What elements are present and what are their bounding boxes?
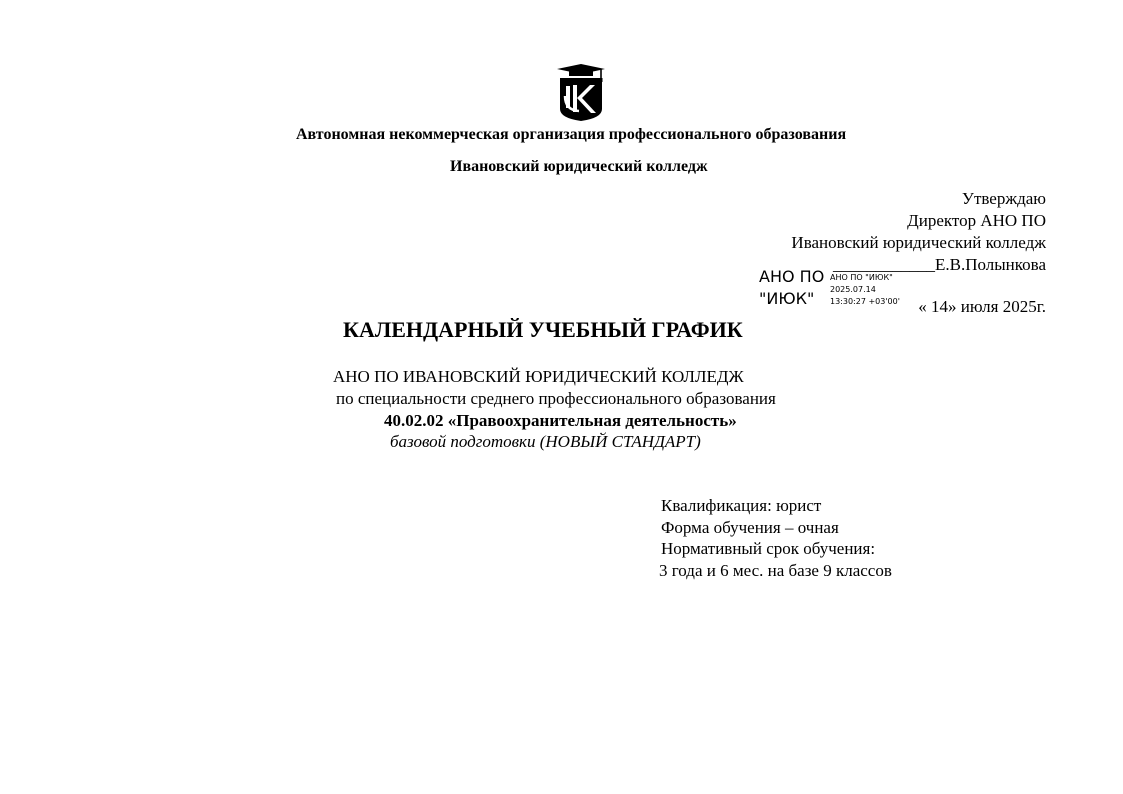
study-duration-value: 3 года и 6 мес. на базе 9 классов — [659, 561, 892, 580]
approval-position: Директор АНО ПО — [907, 211, 1046, 230]
program-specialty: 40.02.02 «Правоохранительная деятельность» — [384, 411, 737, 430]
signature-time: 13:30:27 +03'00' — [830, 297, 900, 306]
study-form-line: Форма обучения – очная — [661, 518, 839, 537]
program-description: по специальности среднего профессионального образования — [336, 389, 776, 408]
signature-date: 2025.07.14 — [830, 285, 876, 294]
approval-signature-line: ____________Е.В.Полынкова — [832, 255, 1046, 274]
organization-name: Автономная некоммерческая организация профессионального образования — [296, 126, 847, 143]
signature-org: АНО ПО "ИЮК" — [830, 273, 893, 282]
college-logo-icon — [555, 63, 607, 123]
college-name: Ивановский юридический колледж — [450, 158, 708, 175]
program-organization: АНО ПО ИВАНОВСКИЙ ЮРИДИЧЕСКИЙ КОЛЛЕДЖ — [333, 367, 744, 386]
document-title: КАЛЕНДАРНЫЙ УЧЕБНЫЙ ГРАФИК — [343, 317, 743, 342]
signature-name-line2: "ИЮК" — [759, 289, 815, 308]
approval-college: Ивановский юридический колледж — [791, 233, 1046, 252]
study-duration-label: Нормативный срок обучения: — [661, 539, 876, 558]
signature-name-line1: АНО ПО — [759, 267, 825, 286]
qualification-line: Квалификация: юрист — [661, 496, 822, 515]
approval-date: « 14» июля 2025г. — [918, 297, 1046, 316]
approval-title: Утверждаю — [961, 189, 1046, 208]
program-level: базовой подготовки (НОВЫЙ СТАНДАРТ) — [390, 432, 701, 451]
